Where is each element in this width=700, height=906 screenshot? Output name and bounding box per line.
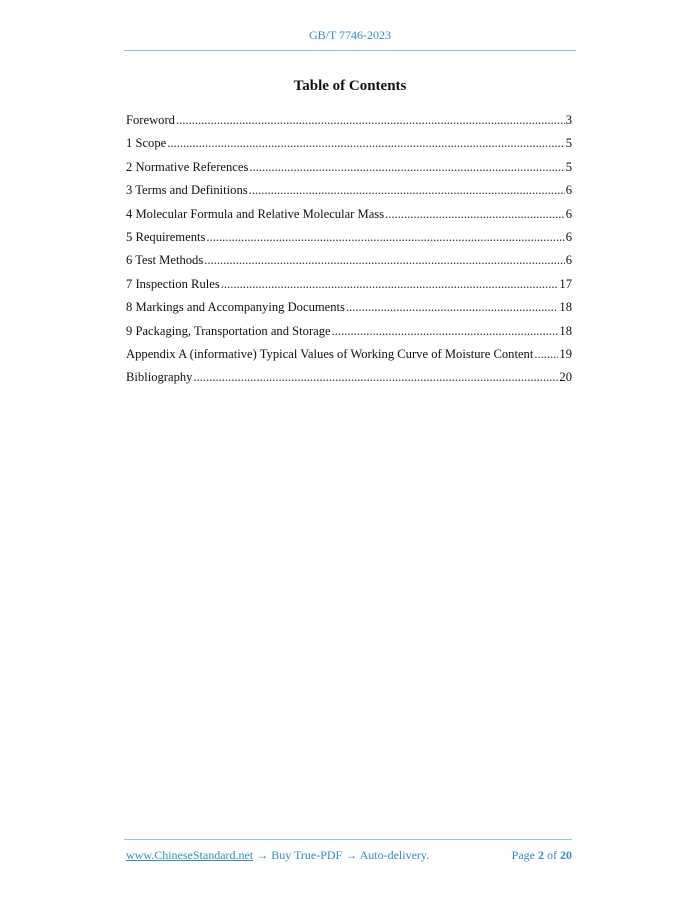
- toc-entry-label: 1 Scope: [126, 136, 167, 151]
- arrow-right-icon: →: [345, 848, 358, 862]
- current-page: 2: [538, 848, 544, 862]
- toc-entry-page: 17: [559, 276, 572, 291]
- page-header: [124, 28, 576, 43]
- toc-dot-leader: [534, 347, 558, 361]
- toc-entry-page: 20: [559, 370, 572, 385]
- toc-entry-label: 3 Terms and Definitions: [126, 183, 248, 198]
- toc-entry-label: 2 Normative References: [126, 159, 249, 174]
- toc-title: Table of Contents: [293, 78, 407, 94]
- toc-entry-page: 6: [565, 183, 572, 198]
- toc-entry[interactable]: [126, 136, 572, 159]
- toc-entry[interactable]: [126, 113, 572, 136]
- toc-entry-label: Bibliography: [126, 370, 193, 385]
- toc-entry-label: Appendix A (informative) Typical Values of Working Curve of Moisture Content: [126, 346, 534, 361]
- footer-promo: [126, 848, 429, 863]
- toc-entry[interactable]: [126, 300, 572, 323]
- toc-dot-leader: [176, 113, 565, 127]
- toc-entry-page: 18: [559, 300, 572, 315]
- toc-dot-leader: [206, 230, 564, 244]
- of-word: of: [547, 848, 557, 862]
- toc-dot-leader: [193, 370, 558, 384]
- toc-entry[interactable]: [126, 347, 572, 370]
- standard-code: GB/T 7746-2023: [308, 28, 392, 42]
- toc-entry[interactable]: [126, 277, 572, 300]
- buy-true-pdf-text: Buy True-PDF: [271, 848, 343, 862]
- auto-delivery-text: Auto-delivery.: [359, 848, 430, 862]
- toc-dot-leader: [221, 277, 559, 291]
- toc-entry-page: 6: [565, 206, 572, 221]
- toc-dot-leader: [204, 253, 564, 267]
- footer-divider: [124, 839, 572, 840]
- header-divider: [124, 50, 576, 51]
- arrow-right-icon: →: [256, 848, 269, 862]
- toc-entry-page: 19: [559, 346, 572, 361]
- toc-dot-leader: [332, 324, 559, 338]
- toc-entry-label: 9 Packaging, Transportation and Storage: [126, 323, 331, 338]
- toc-entry-page: 5: [565, 159, 572, 174]
- toc-entry-page: 6: [565, 253, 572, 268]
- page-number: [512, 848, 572, 863]
- toc-dot-leader: [385, 207, 565, 221]
- toc-entry-page: 6: [565, 229, 572, 244]
- chinesestandard-link[interactable]: www.ChineseStandard.net: [126, 848, 254, 862]
- toc-dot-leader: [167, 136, 564, 150]
- toc-entry[interactable]: [126, 253, 572, 276]
- total-pages: 20: [560, 848, 572, 862]
- toc-entry-page: 3: [565, 113, 572, 127]
- toc-entry-label: 5 Requirements: [126, 229, 206, 244]
- toc-entry[interactable]: [126, 183, 572, 206]
- toc-entry[interactable]: [126, 370, 572, 393]
- toc-entry-label: Foreword: [126, 113, 175, 127]
- toc-entry[interactable]: [126, 324, 572, 347]
- toc-entry-label: 7 Inspection Rules: [126, 276, 220, 291]
- toc-dot-leader: [346, 300, 558, 314]
- toc-entry-label: 8 Markings and Accompanying Documents: [126, 300, 345, 315]
- toc-entry[interactable]: [126, 160, 572, 183]
- toc-dot-leader: [249, 183, 565, 197]
- toc-entry-label: 4 Molecular Formula and Relative Molecular Mass: [126, 206, 385, 221]
- page-word: Page: [511, 848, 535, 862]
- toc-entry-page: 18: [559, 323, 572, 338]
- toc-dot-leader: [249, 160, 564, 174]
- toc-entry-page: 5: [565, 136, 572, 151]
- table-of-contents: [126, 113, 572, 394]
- toc-entry[interactable]: [126, 207, 572, 230]
- toc-entry[interactable]: [126, 230, 572, 253]
- toc-entry-label: 6 Test Methods: [126, 253, 204, 268]
